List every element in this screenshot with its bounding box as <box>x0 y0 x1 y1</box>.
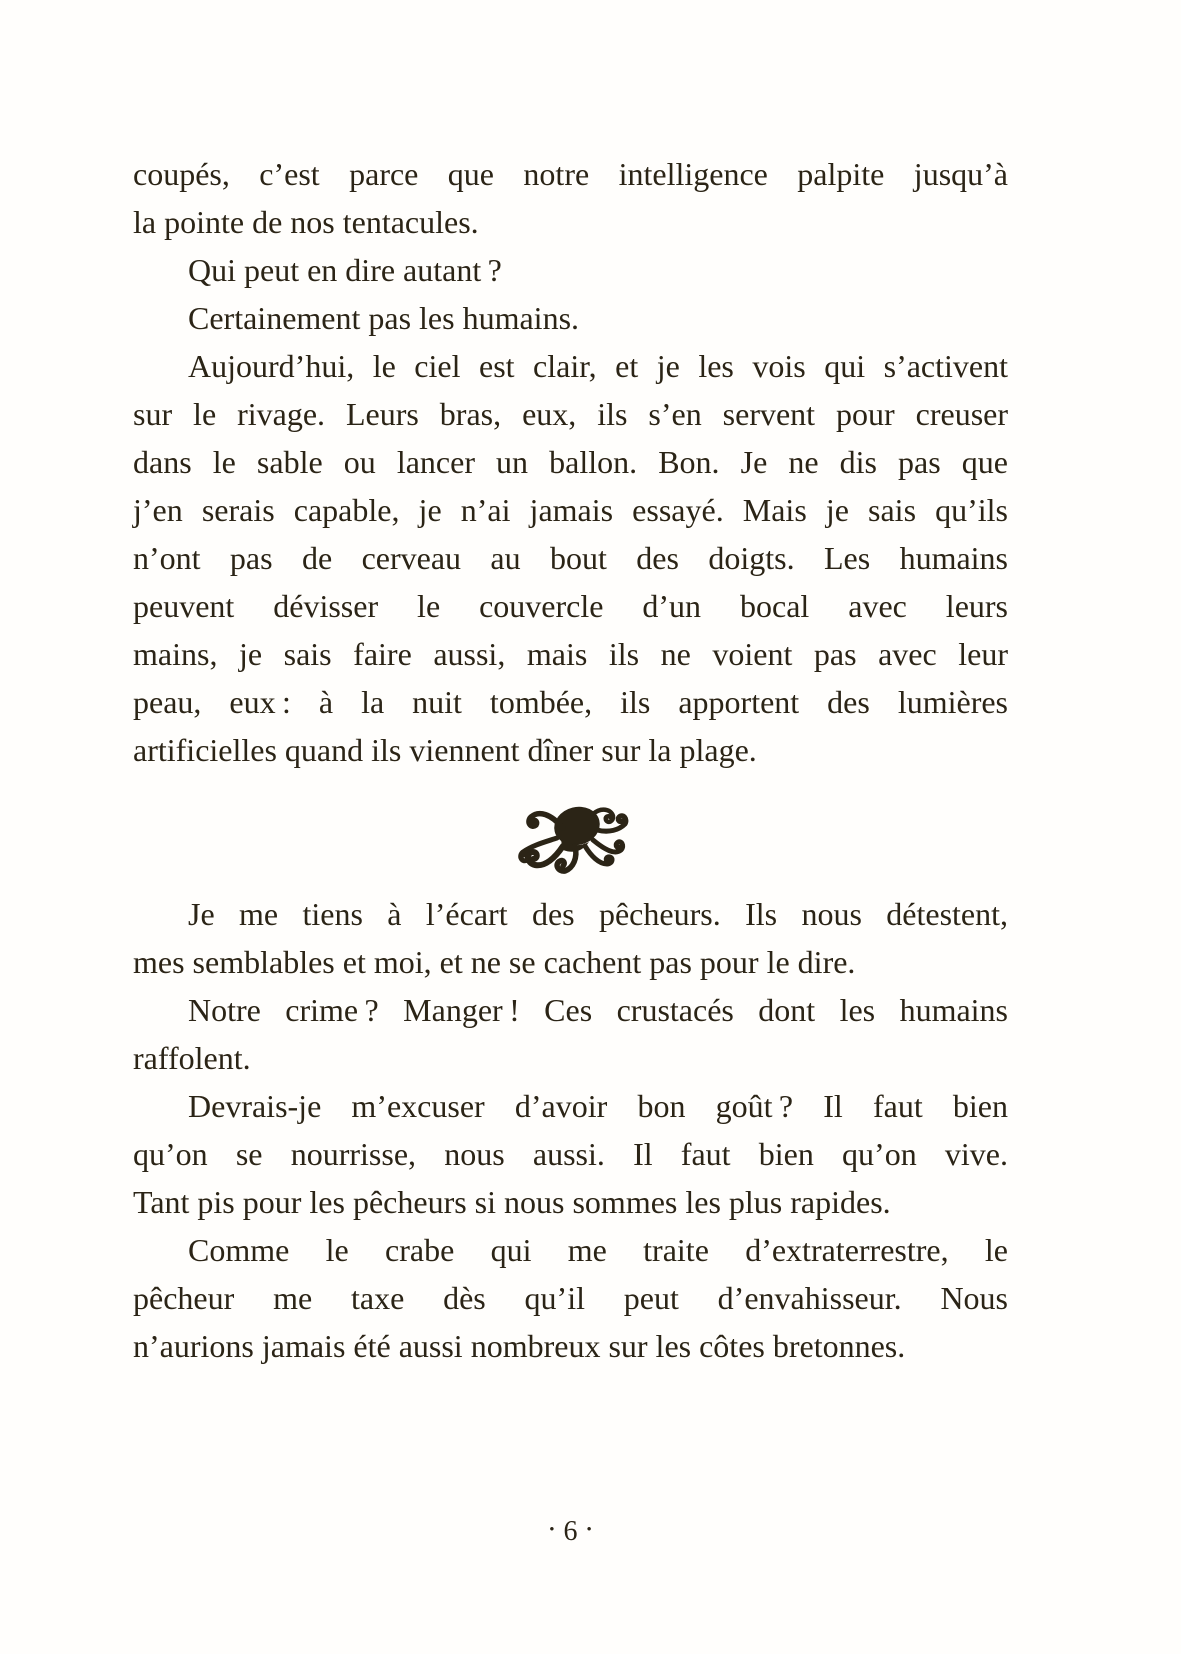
text-line: peuvent dévisser le couvercle d’un bocal avec leurs <box>133 588 1008 624</box>
text-line: artificielles quand ils viennent dîner sur la plage. <box>133 732 757 768</box>
page-text <box>133 150 1008 1370</box>
text-line: Certainement pas les humains. <box>188 300 580 336</box>
text-line: n’aurions jamais été aussi nombreux sur les côtes bretonnes. <box>133 1328 906 1364</box>
paragraph <box>133 986 1008 1082</box>
ornament-block <box>133 802 1008 880</box>
page-number-decoration-left: • <box>549 1522 555 1538</box>
text-line: la pointe de nos tentacules. <box>133 204 479 240</box>
text-line: mes semblables et moi, et ne se cachent pas pour le dire. <box>133 944 856 980</box>
page-number <box>133 1510 1008 1552</box>
text-line: Aujourd’hui, le ciel est clair, et je les vois qui s’activent <box>188 348 1008 384</box>
paragraph <box>133 246 1008 294</box>
paragraph <box>133 150 1008 246</box>
page-number-decoration-right: • <box>586 1522 592 1538</box>
text-line: Qui peut en dire autant ? <box>188 252 502 288</box>
paragraph <box>133 890 1008 986</box>
text-line: Je me tiens à l’écart des pêcheurs. Ils nous détestent, <box>188 896 1008 932</box>
text-line: Notre crime ? Manger ! Ces crustacés dont les humains <box>188 992 1008 1028</box>
text-line: pêcheur me taxe dès qu’il peut d’envahisseur. Nous <box>133 1280 1008 1316</box>
text-line: qu’on se nourrisse, nous aussi. Il faut bien qu’on vive. <box>133 1136 1008 1172</box>
octopus-ornament <box>511 802 631 880</box>
paragraph <box>133 1082 1008 1226</box>
text-line: mains, je sais faire aussi, mais ils ne voient pas avec leur <box>133 636 1008 672</box>
text-line: Comme le crabe qui me traite d’extraterrestre, le <box>188 1232 1008 1268</box>
text-line: peau, eux : à la nuit tombée, ils apportent des lumières <box>133 684 1008 720</box>
text-line: Tant pis pour les pêcheurs si nous sommes les plus rapides. <box>133 1184 891 1220</box>
paragraph <box>133 342 1008 774</box>
page-number-value: 6 <box>563 1516 578 1547</box>
text-line: coupés, c’est parce que notre intelligence palpite jusqu’à <box>133 156 1008 192</box>
text-line: raffolent. <box>133 1040 251 1076</box>
text-line: dans le sable ou lancer un ballon. Bon. Je ne dis pas que <box>133 444 1008 480</box>
text-line: sur le rivage. Leurs bras, eux, ils s’en servent pour creuser <box>133 396 1008 432</box>
text-line: n’ont pas de cerveau au bout des doigts. Les humains <box>133 540 1008 576</box>
text-line: Devrais-je m’excuser d’avoir bon goût ? Il faut bien <box>188 1088 1008 1124</box>
paragraph <box>133 1226 1008 1370</box>
paragraph <box>133 294 1008 342</box>
text-line: j’en serais capable, je n’ai jamais essayé. Mais je sais qu’ils <box>133 492 1008 528</box>
